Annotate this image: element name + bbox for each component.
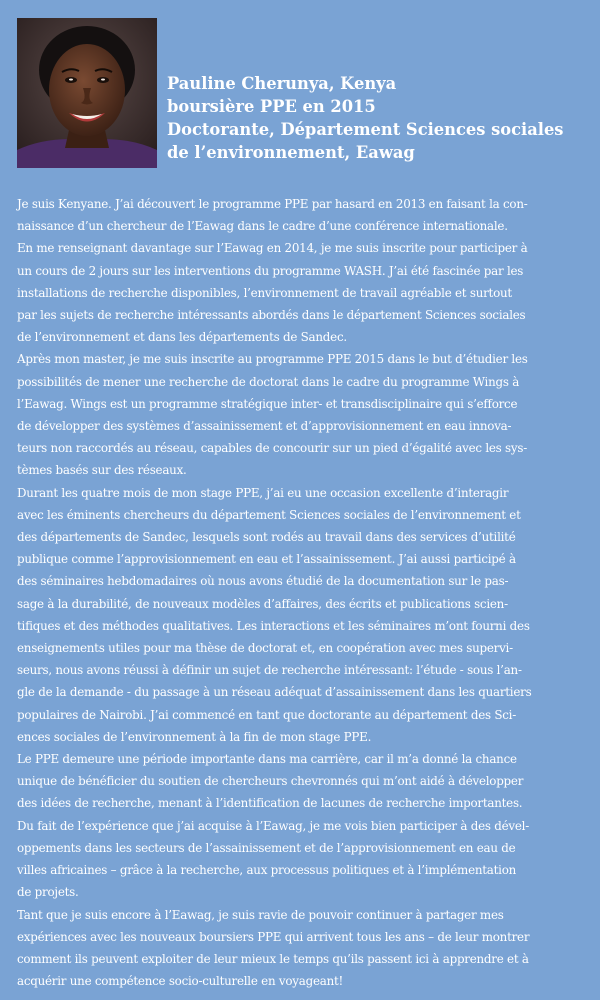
body-line: unique de bénéficier du soutien de chercheurs chevronnés qui m’ont aidé à développer	[17, 774, 524, 789]
body-line: ences sociales de l’environnement à la fin de mon stage PPE.	[17, 729, 372, 744]
body-line: des départements de Sandec, lesquels sont rodés au travail dans des services d’utilité	[17, 530, 516, 545]
body-line: oppements dans les secteurs de l’assainissement et de l’approvisionnement en eau de	[17, 840, 516, 855]
body-line: enseignements utiles pour ma thèse de doctorat et, en coopération avec mes supervi-	[17, 641, 513, 656]
testimonial-body	[17, 193, 583, 992]
body-line: acquérir une compétence socio-culturelle en voyageant!	[17, 974, 344, 989]
body-line: Du fait de l’expérience que j’ai acquise à l’Eawag, je me vois bien participer à des dével-	[17, 818, 529, 833]
body-line: expériences avec les nouveaux boursiers PPE qui arrivent tous les ans – de leur montrer	[17, 929, 530, 944]
body-line: des idées de recherche, menant à l’identification de lacunes de recherche importantes.	[17, 796, 523, 811]
body-line: de développer des systèmes d’assainissement et d’approvisionnement en eau innova-	[17, 419, 512, 434]
body-line: avec les éminents chercheurs du département Sciences sociales de l’environnement et	[17, 507, 521, 522]
profile-heading	[167, 72, 587, 164]
body-line: Tant que je suis encore à l’Eawag, je suis ravie de pouvoir continuer à partager mes	[17, 907, 504, 922]
body-line: Je suis Kenyane. J’ai découvert le programme PPE par hasard en 2013 en faisant la con-	[17, 197, 528, 211]
body-line: gle de la demande - du passage à un réseau adéquat d’assainissement dans les quartiers	[17, 685, 532, 700]
body-line: Durant les quatre mois de mon stage PPE, j’ai eu une occasion excellente d’interagir	[17, 485, 509, 500]
body-line: l’Eawag. Wings est un programme stratégique inter- et transdisciplinaire qui s’efforce	[17, 396, 518, 411]
body-line: comment ils peuvent exploiter de leur mieux le temps qu’ils passent ici à apprendre et à	[17, 951, 529, 966]
body-line: Le PPE demeure une période importante dans ma carrière, car il m’a donné la chance	[17, 752, 517, 767]
portrait-photo	[17, 18, 157, 168]
body-line: naissance d’un chercheur de l’Eawag dans le cadre d’une conférence internationale.	[17, 219, 508, 234]
body-line: un cours de 2 jours sur les interventions du programme WASH. J’ai été fascinée par les	[17, 263, 524, 278]
position-line-2: de l’environnement, Eawag	[167, 143, 415, 162]
body-line: En me renseignant davantage sur l’Eawag en 2014, je me suis inscrite pour participer à	[17, 241, 528, 256]
body-line: sage à la durabilité, de nouveaux modèles d’affaires, des écrits et publications scien-	[17, 596, 508, 611]
body-line: villes africaines – grâce à la recherche, aux processus politiques et à l’implémentation	[17, 863, 517, 878]
body-line: possibilités de mener une recherche de doctorat dans le cadre du programme Wings à	[17, 374, 520, 389]
position-line-1: Doctorante, Département Sciences sociales	[167, 120, 564, 139]
fellowship-line: boursière PPE en 2015	[167, 97, 376, 116]
body-line: tifiques et des méthodes qualitatives. Les interactions et les séminaires m’ont fourni des	[17, 618, 530, 633]
body-line: seurs, nous avons réussi à définir un sujet de recherche intéressant: l’étude - sous l’an-	[17, 663, 522, 678]
body-line: par les sujets de recherche intéressants abordés dans le département Sciences sociales	[17, 308, 526, 323]
body-line: publique comme l’approvisionnement en eau et l’assainissement. J’ai aussi participé à	[17, 552, 516, 567]
body-line: tèmes basés sur des réseaux.	[17, 463, 187, 478]
body-line: de projets.	[17, 885, 79, 900]
portrait-illustration	[17, 18, 157, 168]
body-line: populaires de Nairobi. J’ai commencé en tant que doctorante au département des Sci-	[17, 707, 516, 722]
body-line: teurs non raccordés au réseau, capables de concourir sur un pied d’égalité avec les sys-	[17, 441, 528, 456]
body-line: des séminaires hebdomadaires où nous avons étudié de la documentation sur le pas-	[17, 574, 509, 589]
body-line: installations de recherche disponibles, l’environnement de travail agréable et surtout	[17, 285, 512, 300]
body-line: de l’environnement et dans les départements de Sandec.	[17, 330, 347, 345]
name-country: Pauline Cherunya, Kenya	[167, 74, 397, 93]
body-line: Après mon master, je me suis inscrite au programme PPE 2015 dans le but d’étudier les	[17, 352, 528, 367]
